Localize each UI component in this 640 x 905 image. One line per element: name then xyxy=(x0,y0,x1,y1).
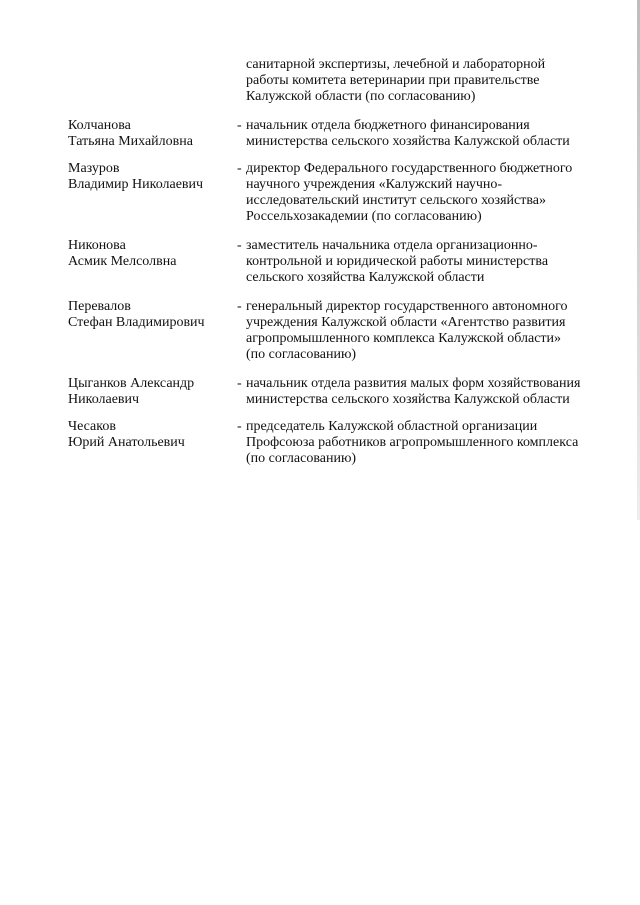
member-name xyxy=(68,419,228,451)
position-line: (по согласованию) xyxy=(246,451,357,466)
position-line: заместитель начальника отдела организационно- xyxy=(246,238,538,253)
name-line: Юрий Анатольевич xyxy=(68,435,185,450)
name-line: Татьяна Михайловна xyxy=(68,134,193,149)
position-line: контрольной и юридической работы министерства xyxy=(246,254,549,269)
position-line: директор Федерального государственного бюджетного xyxy=(246,161,573,176)
member-name xyxy=(68,118,228,150)
list-dash: - xyxy=(237,299,242,314)
list-dash: - xyxy=(237,419,242,434)
list-dash: - xyxy=(237,238,242,253)
position-line: (по согласованию) xyxy=(246,347,357,362)
name-line: Перевалов xyxy=(68,299,131,314)
member-name xyxy=(68,161,228,193)
name-line: Колчанова xyxy=(68,118,131,133)
name-line: Владимир Николаевич xyxy=(68,177,204,192)
position-line: научного учреждения «Калужский научно- xyxy=(246,177,503,192)
list-dash: - xyxy=(237,376,242,391)
position-line: исследовательский институт сельского хозяйства» xyxy=(246,193,546,208)
continued-description xyxy=(246,57,626,105)
position-line: Профсоюза работников агропромышленного комплекса xyxy=(246,435,579,450)
position-line: генеральный директор государственного автономного xyxy=(246,299,568,314)
list-dash: - xyxy=(237,161,242,176)
text-line: Калужской области (по согласованию) xyxy=(246,89,476,104)
name-line: Асмик Мелсолвна xyxy=(68,254,177,269)
position-line: сельского хозяйства Калужской области xyxy=(246,270,485,285)
name-line: Чесаков xyxy=(68,419,116,434)
name-line: Мазуров xyxy=(68,161,120,176)
position-line: начальник отдела бюджетного финансирования xyxy=(246,118,530,133)
text-line: санитарной экспертизы, лечебной и лабораторной xyxy=(246,57,546,72)
member-name xyxy=(68,376,228,408)
list-dash: - xyxy=(237,118,242,133)
position-line: министерства сельского хозяйства Калужской области xyxy=(246,134,570,149)
position-line: агропромышленного комплекса Калужской области» xyxy=(246,331,562,346)
position-line: начальник отдела развития малых форм хозяйствования xyxy=(246,376,581,391)
member-name xyxy=(68,238,228,270)
position-line: учреждения Калужской области «Агентство развития xyxy=(246,315,566,330)
position-line: министерства сельского хозяйства Калужской области xyxy=(246,392,570,407)
name-line: Цыганков Александр xyxy=(68,376,195,391)
position-line: председатель Калужской областной организации xyxy=(246,419,538,434)
member-name xyxy=(68,299,228,331)
name-line: Никонова xyxy=(68,238,126,253)
text-line: работы комитета ветеринарии при правительстве xyxy=(246,73,540,88)
name-line: Николаевич xyxy=(68,392,140,407)
name-line: Стефан Владимирович xyxy=(68,315,205,330)
position-line: Россельхозакадемии (по согласованию) xyxy=(246,209,482,224)
